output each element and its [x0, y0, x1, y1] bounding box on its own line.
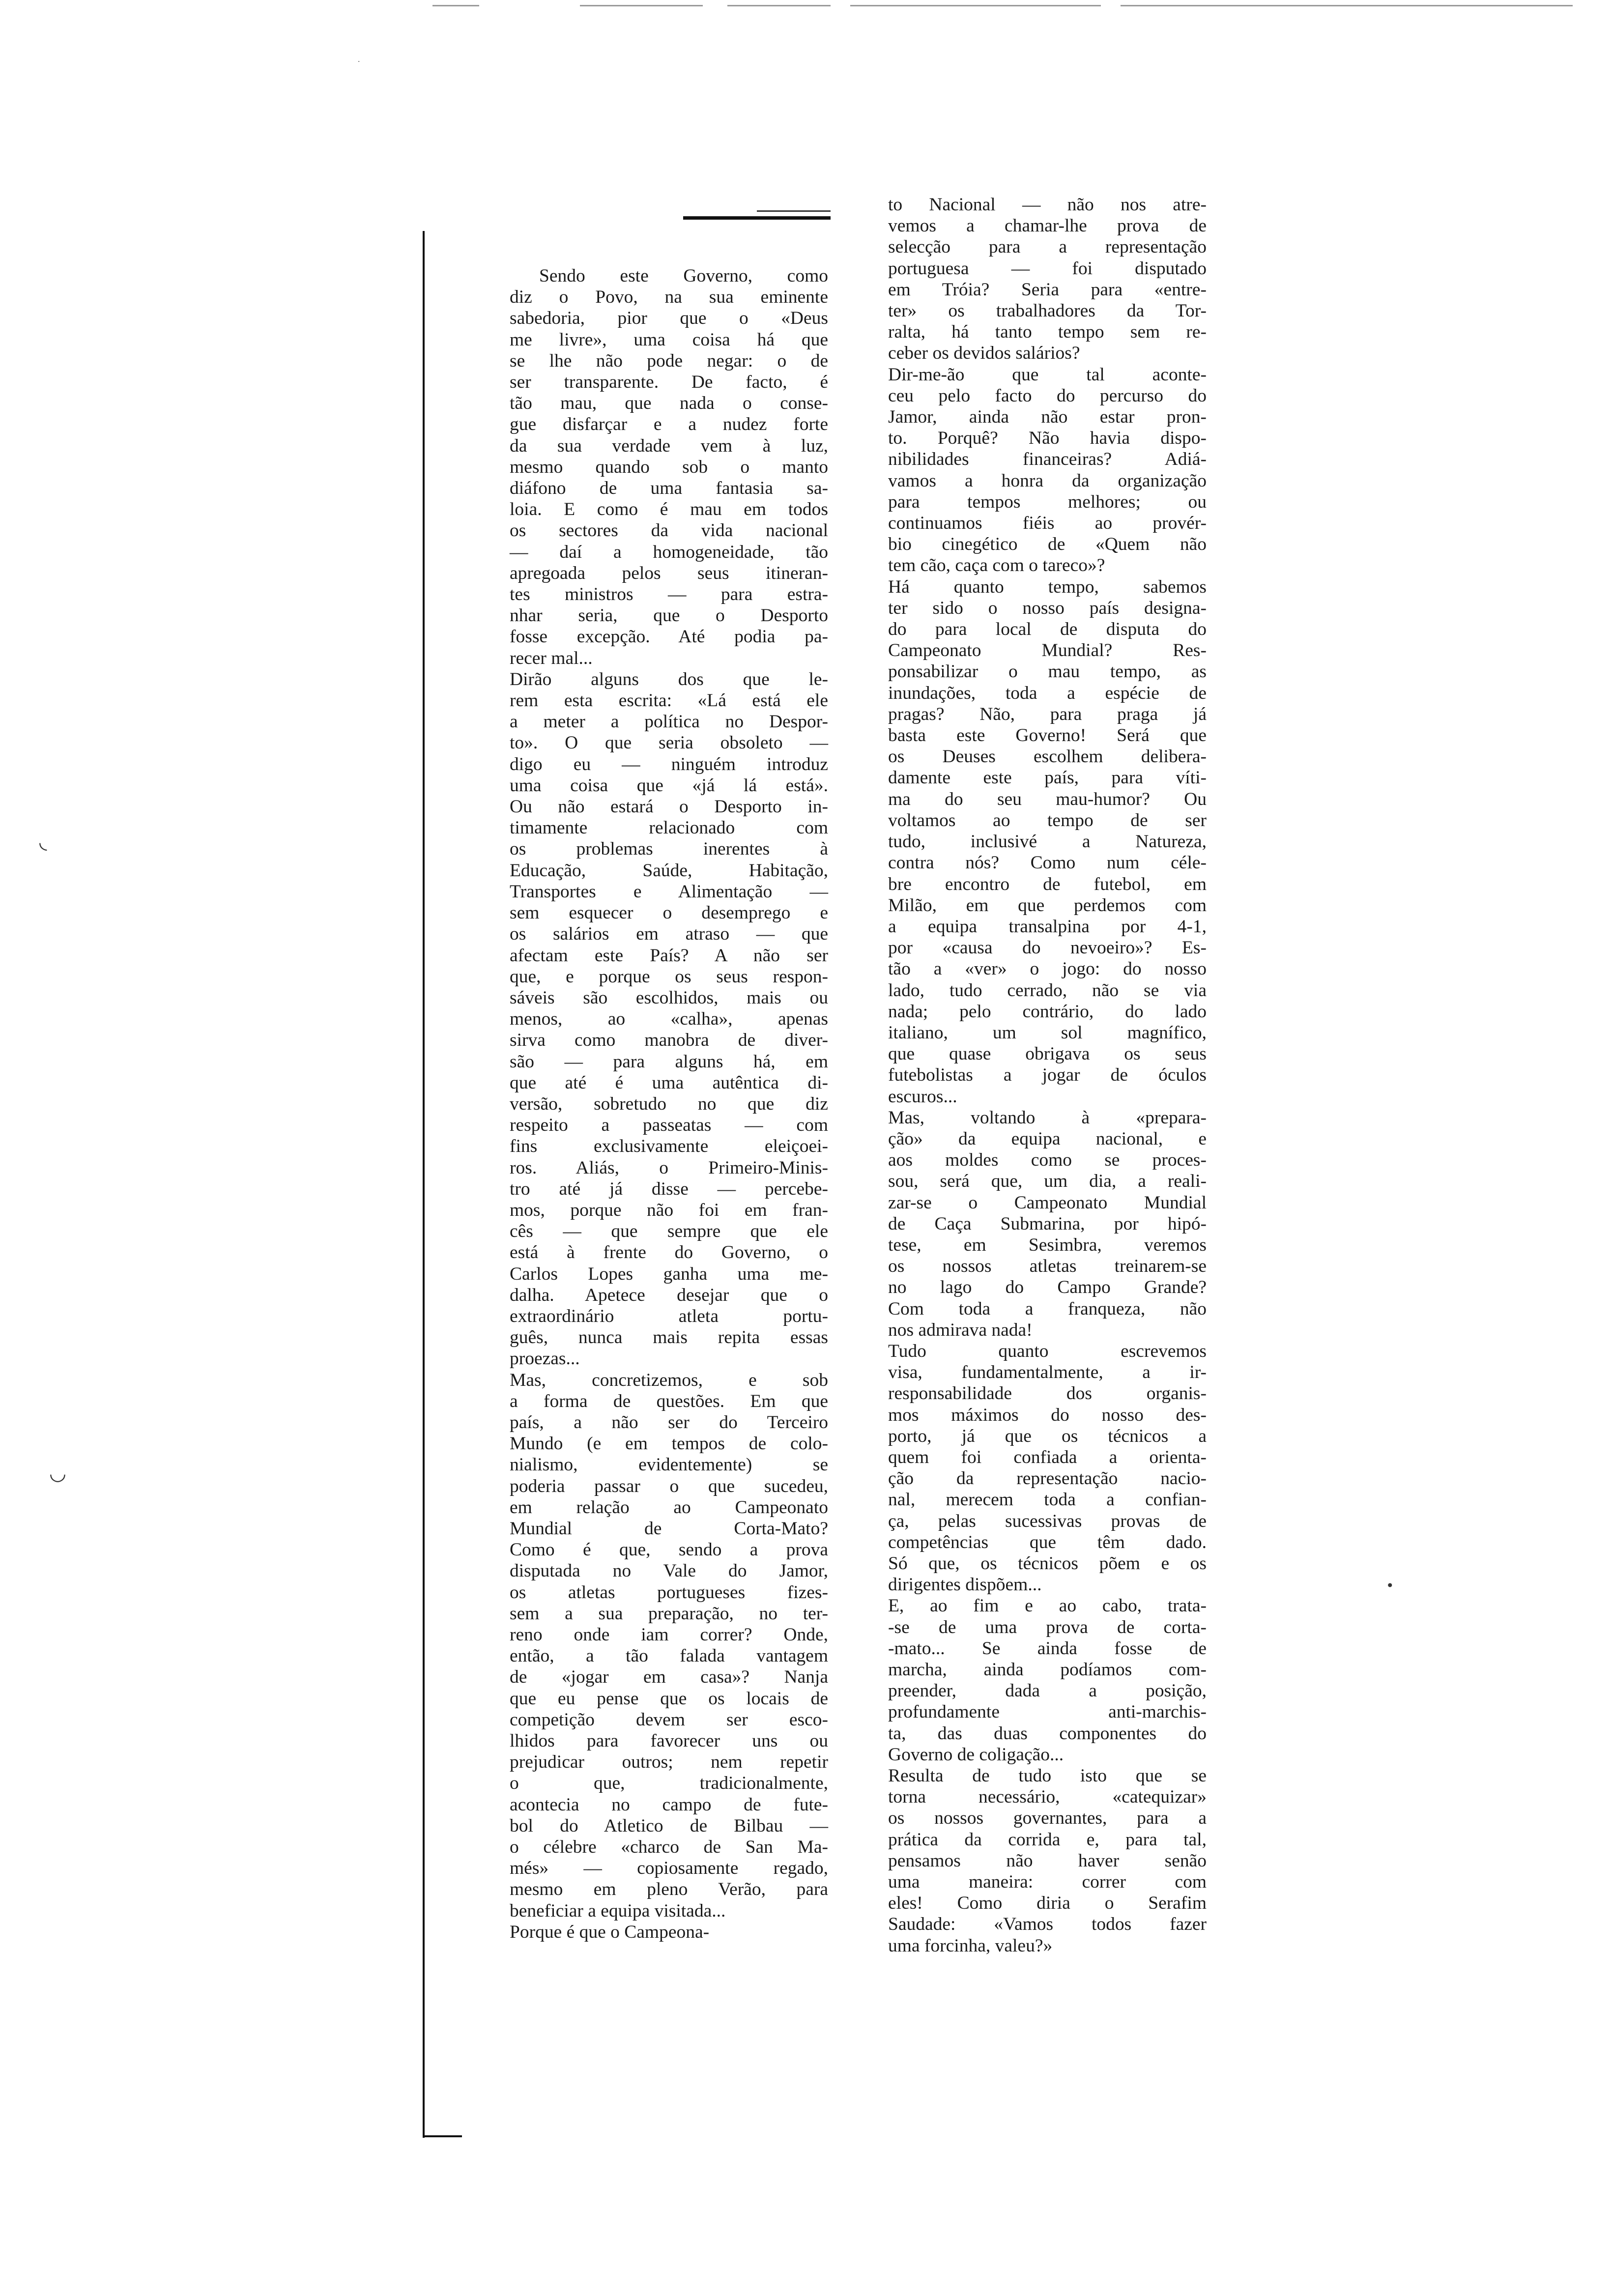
- text-line: marcha, ainda podíamos com-: [888, 1660, 1207, 1680]
- text-line: bol do Atletico de Bilbau —: [510, 1815, 828, 1836]
- text-line: nada; pelo contrário, do lado: [888, 1001, 1207, 1022]
- text-line: inundações, toda a espécie de: [888, 683, 1207, 703]
- text-line: Transportes e Alimentação —: [510, 881, 828, 902]
- text-line: loia. E como é mau em todos: [510, 499, 828, 520]
- text-line: fosse excepção. Até podia pa-: [510, 627, 828, 647]
- text-line: E, ao fim e ao cabo, trata-: [888, 1596, 1207, 1616]
- text-line: porto, já que os técnicos a: [888, 1426, 1207, 1446]
- text-line: que quase obrigava os seus: [888, 1044, 1207, 1064]
- text-line: nhar seria, que o Desporto: [510, 605, 828, 626]
- paragraph: [484, 1922, 828, 1943]
- text-line: Há quanto tempo, sabemos: [888, 576, 1207, 597]
- text-line: ta, das duas componentes do: [888, 1723, 1207, 1744]
- text-line: nibilidades financeiras? Adiá-: [888, 449, 1207, 470]
- text-line: sou, será que, um dia, a reali-: [888, 1171, 1207, 1192]
- text-line: mos, porque não foi em fran-: [510, 1200, 828, 1220]
- text-line: responsabilidade dos organis-: [888, 1383, 1207, 1404]
- article-column-right: [863, 194, 1207, 1956]
- text-line: Mas, concretizemos, e sob: [510, 1370, 828, 1390]
- text-line: lhidos para favorecer uns ou: [510, 1731, 828, 1751]
- text-line: por «causa do nevoeiro»? Es-: [888, 938, 1207, 958]
- text-line: zar-se o Campeonato Mundial: [888, 1192, 1207, 1213]
- text-line: ponsabilizar o mau tempo, as: [888, 661, 1207, 682]
- text-line: Porque é que o Campeona-: [510, 1922, 710, 1942]
- article-frame-corner: [423, 2135, 462, 2137]
- text-line: os salários em atraso — que: [510, 924, 828, 945]
- text-line: diáfono de uma fantasia sa-: [510, 478, 828, 499]
- text-line: dirigentes dispõem...: [888, 1575, 1042, 1595]
- scan-edge-line: [1121, 5, 1573, 6]
- text-line: apregoada pelos seus itineran-: [510, 563, 828, 583]
- text-line: ros. Aliás, o Primeiro-Minis-: [510, 1157, 828, 1178]
- text-line: que até é uma autêntica di-: [510, 1072, 828, 1093]
- text-line: ralta, há tanto tempo sem re-: [888, 322, 1207, 343]
- text-line: vamos a honra da organização: [888, 470, 1207, 491]
- text-line: para tempos melhores; ou: [888, 491, 1207, 512]
- scan-speck: •: [1386, 1578, 1394, 1594]
- text-line: tese, em Sesimbra, veremos: [888, 1234, 1207, 1255]
- text-line: a forma de questões. Em que: [510, 1391, 828, 1411]
- text-line: então, a tão falada vantagem: [510, 1646, 828, 1666]
- paragraph: [863, 576, 1207, 1107]
- text-line: ça, pelas sucessivas provas de: [888, 1511, 1207, 1531]
- paragraph: [484, 265, 828, 669]
- text-line: rem esta escrita: «Lá está ele: [510, 690, 828, 711]
- scan-edge-line: [727, 5, 831, 6]
- text-line: Campeonato Mundial? Res-: [888, 640, 1207, 661]
- text-line: Tudo quanto escrevemos: [888, 1341, 1207, 1361]
- paragraph: [863, 194, 1207, 364]
- text-line: diz o Povo, na sua eminente: [510, 287, 828, 308]
- text-line: bre encontro de futebol, em: [888, 874, 1207, 894]
- text-line: poderia passar o que sucedeu,: [510, 1476, 828, 1496]
- text-line: pragas? Não, para praga já: [888, 704, 1207, 724]
- text-line: pensamos não haver senão: [888, 1850, 1207, 1871]
- text-line: que, e porque os seus respon-: [510, 966, 828, 987]
- text-line: escuros...: [888, 1086, 957, 1107]
- text-line: to Nacional — não nos atre-: [888, 195, 1207, 215]
- text-line: reno onde iam correr? Onde,: [510, 1625, 828, 1645]
- text-line: Mundial de Corta-Mato?: [510, 1518, 828, 1539]
- text-line: Dir-me-ão que tal aconte-: [888, 364, 1207, 385]
- text-line: país, a não ser do Terceiro: [510, 1412, 828, 1433]
- text-line: Sendo este Governo, como: [539, 266, 828, 286]
- text-line: -mato... Se ainda fosse de: [888, 1638, 1207, 1659]
- text-line: Governo de coligação...: [888, 1744, 1064, 1765]
- text-line: vemos a chamar-lhe prova de: [888, 216, 1207, 236]
- text-line: extraordinário atleta portu-: [510, 1306, 828, 1326]
- text-line: Saudade: «Vamos todos fazer: [888, 1914, 1207, 1935]
- text-line: ma do seu mau-humor? Ou: [888, 789, 1207, 809]
- text-line: Milão, em que perdemos com: [888, 895, 1207, 916]
- paragraph: [863, 1595, 1207, 1765]
- text-line: damente este país, para víti-: [888, 768, 1207, 788]
- text-line: sabedoria, pior que o «Deus: [510, 308, 828, 329]
- text-line: selecção para a representação: [888, 237, 1207, 258]
- text-line: dalha. Apetece desejar que o: [510, 1285, 828, 1305]
- text-line: os Deuses escolhem delibera-: [888, 746, 1207, 767]
- text-line: está à frente do Governo, o: [510, 1242, 828, 1263]
- text-line: ção da representação nacio-: [888, 1468, 1207, 1489]
- article-frame-vertical: [423, 231, 425, 2138]
- text-line: més» — copiosamente regado,: [510, 1858, 828, 1879]
- text-line: tem cão, caça com o tareco»?: [888, 555, 1105, 576]
- text-line: futebolistas a jogar de óculos: [888, 1065, 1207, 1086]
- text-line: recer mal...: [510, 648, 593, 668]
- text-line: os sectores da vida nacional: [510, 520, 828, 541]
- text-line: no lago do Campo Grande?: [888, 1277, 1207, 1298]
- scan-edge-line: [580, 5, 703, 6]
- paragraph: [863, 1341, 1207, 1595]
- scan-hole-mark: ◡: [49, 1462, 66, 1485]
- text-line: o que, tradicionalmente,: [510, 1773, 828, 1794]
- paragraph: [863, 1107, 1207, 1341]
- text-line: tudo, inclusivé a Natureza,: [888, 832, 1207, 852]
- text-line: sáveis são escolhidos, mais ou: [510, 987, 828, 1008]
- paragraph: [863, 364, 1207, 576]
- text-line: do para local de disputa do: [888, 619, 1207, 640]
- text-line: Resulta de tudo isto que se: [888, 1766, 1207, 1786]
- text-line: to». O que seria obsoleto —: [510, 733, 828, 753]
- text-line: lado, tudo cerrado, não se via: [888, 980, 1207, 1001]
- text-line: em relação ao Campeonato: [510, 1497, 828, 1518]
- text-line: profundamente anti-marchis-: [888, 1702, 1207, 1722]
- text-line: de Caça Submarina, por hipó-: [888, 1213, 1207, 1234]
- text-line: competição devem ser esco-: [510, 1709, 828, 1730]
- text-line: beneficiar a equipa visitada...: [510, 1900, 726, 1921]
- text-line: competências que têm dado.: [888, 1532, 1207, 1552]
- text-line: prejudicar outros; nem repetir: [510, 1752, 828, 1773]
- text-line: Só que, os técnicos põem e os: [888, 1553, 1207, 1574]
- text-line: ter sido o nosso país designa-: [888, 598, 1207, 618]
- scan-edge-line: [432, 5, 479, 6]
- text-line: -se de uma prova de corta-: [888, 1617, 1207, 1637]
- text-line: digo eu — ninguém introduz: [510, 754, 828, 775]
- text-line: proezas...: [510, 1349, 580, 1369]
- text-line: tes ministros — para estra-: [510, 584, 828, 605]
- text-line: respeito a passeatas — com: [510, 1115, 828, 1136]
- text-line: os nossos atletas treinarem-se: [888, 1256, 1207, 1277]
- text-line: visa, fundamentalmente, a ir-: [888, 1362, 1207, 1383]
- text-line: tão mau, que nada o conse-: [510, 393, 828, 414]
- text-line: a equipa transalpina por 4-1,: [888, 916, 1207, 937]
- text-line: bio cinegético de «Quem não: [888, 534, 1207, 555]
- text-line: italiano, um sol magnífico,: [888, 1022, 1207, 1043]
- text-line: basta este Governo! Será que: [888, 725, 1207, 746]
- text-line: Como é que, sendo a prova: [510, 1540, 828, 1560]
- text-line: se lhe não pode negar: o de: [510, 350, 828, 371]
- text-line: ter» os trabalhadores da Tor-: [888, 301, 1207, 321]
- text-line: nialismo, evidentemente) se: [510, 1455, 828, 1475]
- text-line: uma maneira: correr com: [888, 1872, 1207, 1893]
- text-line: torna necessário, «catequizar»: [888, 1787, 1207, 1808]
- text-line: portuguesa — foi disputado: [888, 258, 1207, 279]
- text-line: Mundo (e em tempos de colo-: [510, 1434, 828, 1454]
- paragraph: [484, 1370, 828, 1922]
- text-line: uma coisa que «já lá está».: [510, 775, 828, 796]
- text-line: tro até já disse — percebe-: [510, 1178, 828, 1199]
- text-line: são — para alguns há, em: [510, 1051, 828, 1072]
- text-line: afectam este País? A não ser: [510, 945, 828, 966]
- text-line: cês — que sempre que ele: [510, 1221, 828, 1242]
- text-line: mos máximos do nosso des-: [888, 1405, 1207, 1425]
- text-line: nos admirava nada!: [888, 1320, 1033, 1340]
- text-line: versão, sobretudo no que diz: [510, 1093, 828, 1114]
- text-line: fins exclusivamente eleiçoei-: [510, 1136, 828, 1157]
- text-line: menos, ao «calha», apenas: [510, 1009, 828, 1030]
- text-line: quem foi confiada a orienta-: [888, 1447, 1207, 1467]
- text-line: ser transparente. De facto, é: [510, 372, 828, 393]
- text-line: contra nós? Como num céle-: [888, 853, 1207, 873]
- text-line: — daí a homogeneidade, tão: [510, 542, 828, 562]
- text-line: da sua verdade vem à luz,: [510, 435, 828, 456]
- text-line: em Tróia? Seria para «entre-: [888, 279, 1207, 300]
- article-column-left: [484, 265, 828, 1943]
- text-line: que eu pense que os locais de: [510, 1688, 828, 1709]
- text-line: tão a «ver» o jogo: do nosso: [888, 959, 1207, 979]
- text-line: Carlos Lopes ganha uma me-: [510, 1263, 828, 1284]
- text-line: os problemas inerentes à: [510, 839, 828, 860]
- text-line: gue disfarçar e a nudez forte: [510, 414, 828, 435]
- text-line: a meter a política no Despor-: [510, 712, 828, 732]
- text-line: Jamor, ainda não estar pron-: [888, 407, 1207, 428]
- text-line: sirva como manobra de diver-: [510, 1030, 828, 1051]
- scan-edge-line: [850, 5, 1101, 6]
- text-line: Educação, Saúde, Habitação,: [510, 860, 828, 881]
- text-line: to. Porquê? Não havia dispo-: [888, 428, 1207, 449]
- scan-speck: ·: [358, 58, 360, 66]
- header-rule: [683, 216, 831, 220]
- text-line: voltamos ao tempo de ser: [888, 810, 1207, 831]
- scan-hole-mark: ◟: [39, 831, 47, 853]
- text-line: me livre», uma coisa há que: [510, 329, 828, 350]
- text-line: os nossos governantes, para a: [888, 1808, 1207, 1829]
- text-line: disputada no Vale do Jamor,: [510, 1561, 828, 1581]
- text-line: uma forcinha, valeu?»: [888, 1935, 1053, 1956]
- text-line: o célebre «charco de San Ma-: [510, 1837, 828, 1858]
- text-line: ceber os devidos salários?: [888, 343, 1080, 364]
- text-line: guês, nunca mais repita essas: [510, 1327, 828, 1348]
- text-line: nal, merecem toda a confian-: [888, 1490, 1207, 1510]
- text-line: acontecia no campo de fute-: [510, 1794, 828, 1815]
- text-line: aos moldes como se proces-: [888, 1150, 1207, 1171]
- text-line: ção» da equipa nacional, e: [888, 1128, 1207, 1149]
- text-line: os atletas portugueses fizes-: [510, 1582, 828, 1603]
- text-line: ceu pelo facto do percurso do: [888, 385, 1207, 406]
- text-line: sem a sua preparação, no ter-: [510, 1603, 828, 1624]
- text-line: Com toda a franqueza, não: [888, 1298, 1207, 1319]
- text-line: mesmo quando sob o manto: [510, 457, 828, 477]
- text-line: timamente relacionado com: [510, 818, 828, 838]
- text-line: Ou não estará o Desporto in-: [510, 797, 828, 817]
- text-line: Mas, voltando à «prepara-: [888, 1107, 1207, 1128]
- text-line: prática da corrida e, para tal,: [888, 1829, 1207, 1850]
- text-line: sem esquecer o desemprego e: [510, 903, 828, 923]
- paragraph: [863, 1765, 1207, 1956]
- header-rule-thin: [757, 210, 831, 212]
- text-line: preender, dada a posição,: [888, 1681, 1207, 1701]
- text-line: continuamos fiéis ao provér-: [888, 513, 1207, 534]
- text-line: de «jogar em casa»? Nanja: [510, 1667, 828, 1688]
- text-line: Dirão alguns dos que le-: [510, 669, 828, 689]
- text-line: mesmo em pleno Verão, para: [510, 1879, 828, 1900]
- text-line: eles! Como diria o Serafim: [888, 1893, 1207, 1914]
- paragraph: [484, 669, 828, 1370]
